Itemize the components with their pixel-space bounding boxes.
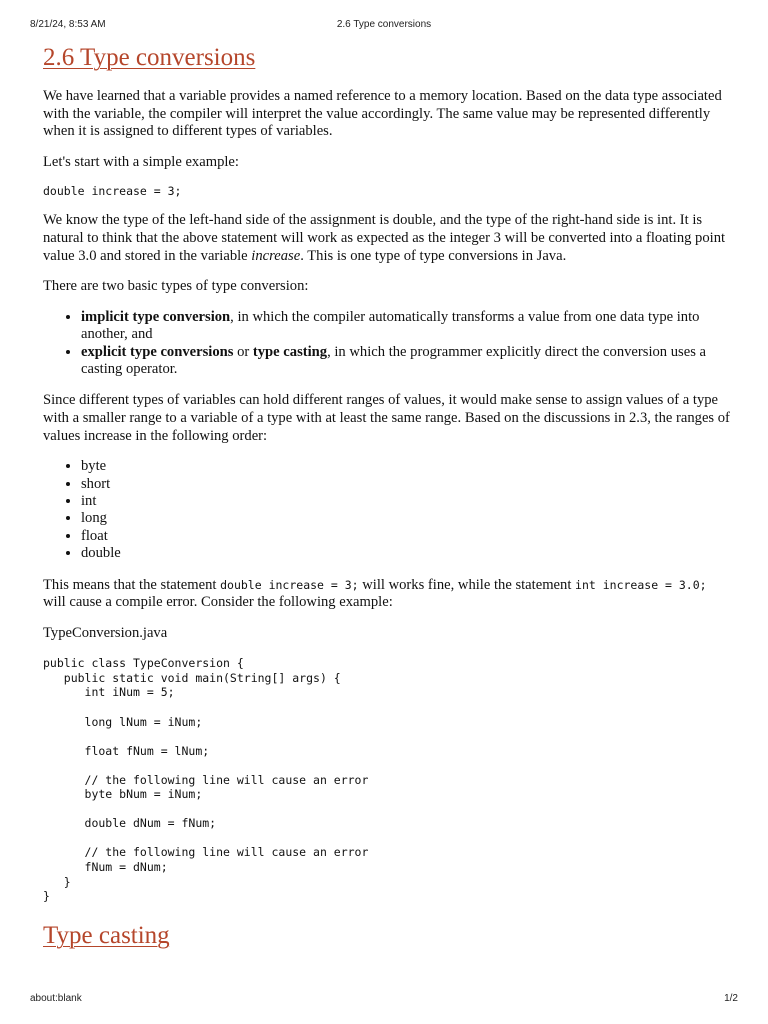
inline-code: double increase = 3;	[220, 577, 359, 592]
paragraph-text: We know the type of the left-hand side of the assignment is double, and the type of the right-hand side is int. It is natural to think that the above statement will work as expected as the integer 3 will be converted into a floating point value 3.0 and stored in the variable	[43, 212, 726, 264]
term-type-casting: type casting	[252, 343, 328, 360]
list-item: • float	[81, 528, 731, 545]
list-item: • double	[81, 545, 731, 562]
paragraph-text: will cause a compile error. Consider the following example:	[43, 594, 393, 611]
list-item: • long	[81, 510, 731, 527]
file-name-label: TypeConversion.java	[43, 624, 168, 641]
list-item: • byte	[81, 458, 731, 475]
list-item	[81, 309, 731, 344]
example-code: double increase = 3;	[43, 184, 182, 199]
statement-paragraph	[43, 577, 731, 612]
section-heading-type-casting: Type casting	[43, 921, 170, 949]
two-types-intro: There are two basic types of type conversion:	[43, 278, 309, 295]
list-item-text: , in which the programmer explicitly direct the conversion uses a casting operator.	[81, 343, 706, 377]
print-title: 2.6 Type conversions	[336, 19, 432, 30]
conversion-types-list	[43, 309, 731, 379]
list-item-text: , in which the compiler automatically transforms a value from one data type into another, and	[81, 308, 700, 343]
paragraph-text: will works fine, while the statement	[358, 576, 576, 593]
print-url: about:blank	[30, 993, 82, 1004]
intro-paragraph: We have learned that a variable provides a named reference to a memory location. Based on the data type associated with the variable, the compiler will interpret the value accordingly. The same value may be represented differently when it is assigned to different types of variables.	[43, 88, 722, 140]
ranges-paragraph: Since different types of variables can hold different ranges of values, it would make sense to assign values of a type with a smaller range to a variable of a type with at least the same range. Based on the discussions in 2.3, the ranges of values increase in the following order:	[43, 392, 730, 444]
page-number: 1/2	[724, 993, 738, 1004]
paragraph-text: This means that the statement	[43, 576, 221, 593]
variable-name-emphasis: increase	[251, 247, 301, 264]
term-implicit: implicit type conversion	[81, 308, 231, 325]
lets-start-paragraph: Let's start with a simple example:	[43, 153, 239, 170]
print-date: 8/21/24, 8:53 AM	[30, 19, 106, 30]
conversion-explanation-paragraph	[43, 212, 731, 265]
article	[43, 42, 731, 952]
list-item-text: or	[233, 343, 253, 360]
list-item: • int	[81, 493, 731, 510]
print-footer	[30, 993, 738, 1007]
page-title: 2.6 Type conversions	[43, 44, 256, 71]
inline-code: int increase = 3.0;	[575, 577, 707, 592]
term-explicit: explicit type conversions	[81, 343, 234, 360]
list-item	[81, 344, 731, 379]
print-header	[30, 19, 738, 33]
list-item: • short	[81, 476, 731, 493]
paragraph-text: . This is one type of type conversions in Java.	[300, 247, 567, 264]
code-block: public class TypeConversion { public static void main(String[] args) { int iNum = 5; long lNum = iNum; float fNum = lNum; // the following line will cause an error byte bNum = iNum; double dNum = fNum; // the following line will cause an error fNum = dNum; } }	[43, 656, 369, 904]
type-order-list	[43, 458, 731, 562]
